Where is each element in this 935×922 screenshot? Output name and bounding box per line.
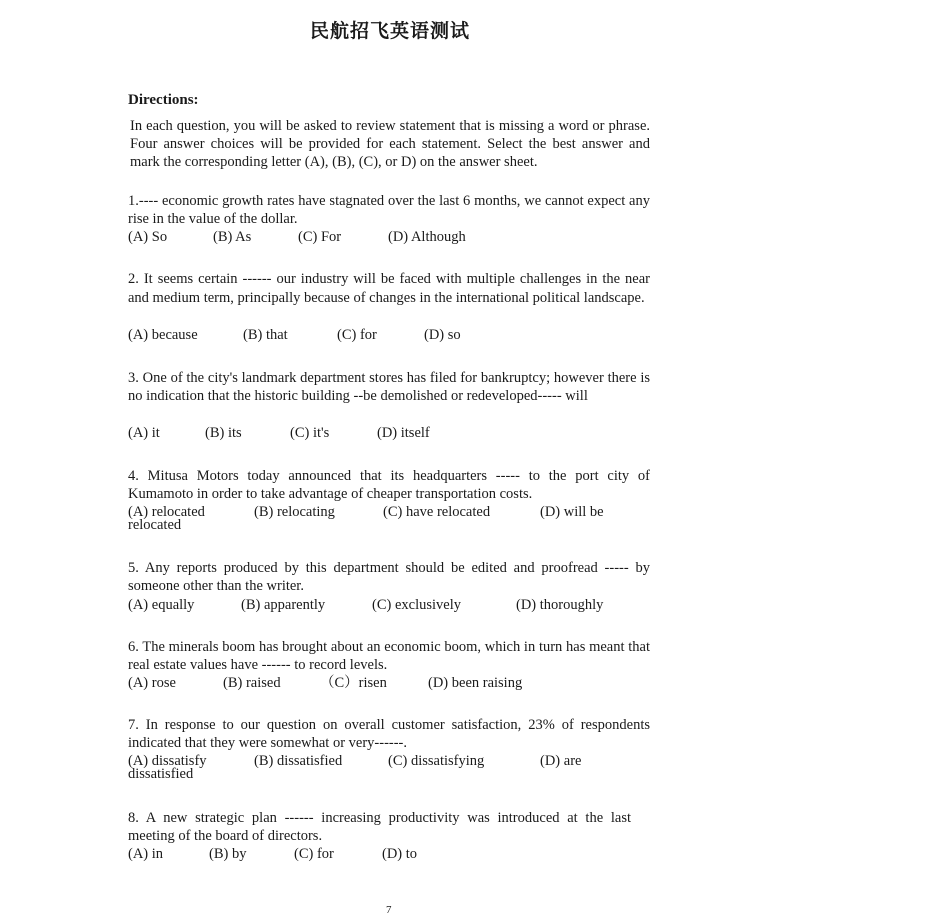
question-8-option-c[interactable]: (C) for <box>294 846 334 862</box>
question-3-option-a[interactable]: (A) it <box>128 425 160 441</box>
question-4-option-wrap: relocated <box>128 517 182 533</box>
question-7-option-wrap: dissatisfied <box>128 766 194 782</box>
directions-heading: Directions: <box>128 92 199 108</box>
question-3-option-d[interactable]: (D) itself <box>377 425 430 441</box>
question-2-option-b[interactable]: (B) that <box>243 327 288 343</box>
question-7-option-b[interactable]: (B) dissatisfied <box>254 753 343 769</box>
question-8-option-a[interactable]: (A) in <box>128 846 164 862</box>
question-8-stem: 8. A new strategic plan ------ increasing productivity was introduced at the last meeting of the board of directors. <box>128 810 631 844</box>
question-5-option-c[interactable]: (C) exclusively <box>372 597 461 613</box>
question-4-option-c[interactable]: (C) have relocated <box>383 504 491 520</box>
question-5-stem: 5. Any reports produced by this department should be edited and proofread ----- by someone other than the writer. <box>128 560 650 594</box>
question-4-stem: 4. Mitusa Motors today announced that its headquarters ----- to the port city of Kumamoto in order to take advantage of cheaper transportation costs. <box>128 468 650 502</box>
question-6-option-a[interactable]: (A) rose <box>128 675 176 691</box>
page-title: 民航招飞英语测试 <box>309 20 470 42</box>
question-1-stem: 1.---- economic growth rates have stagnated over the last 6 months, we cannot expect any rise in the value of the dollar. <box>128 193 650 227</box>
question-5-option-a[interactable]: (A) equally <box>128 597 195 613</box>
question-4-option-a[interactable]: (A) relocated <box>128 504 205 520</box>
question-8-option-d[interactable]: (D) to <box>382 846 418 862</box>
question-6-option-d[interactable]: (D) been raising <box>428 675 523 691</box>
question-7-option-d[interactable]: (D) are <box>540 753 582 769</box>
question-2-option-a[interactable]: (A) because <box>128 327 198 343</box>
directions-text: In each question, you will be asked to review statement that is missing a word or phrase. Four answer choices will be provided for each statement. Select the best answer and mark the corresponding letter (A), (B), (C), or D) on the answer sheet. <box>130 118 650 170</box>
question-6-option-b[interactable]: (B) raised <box>223 675 281 691</box>
question-4-option-d[interactable]: (D) will be <box>540 504 604 520</box>
question-6-option-c[interactable]: （C）risen <box>320 675 387 691</box>
question-7-stem: 7. In response to our question on overall customer satisfaction, 23% of respondents indicated that they were somewhat or very------. <box>128 717 650 751</box>
question-4-option-b[interactable]: (B) relocating <box>254 504 335 520</box>
question-2-stem: 2. It seems certain ------ our industry will be faced with multiple challenges in the near and medium term, principally because of changes in the international political landscape. <box>128 271 650 306</box>
question-6-stem: 6. The minerals boom has brought about an economic boom, which in turn has meant that real estate values have ------ to record levels. <box>128 639 650 673</box>
question-2-option-d[interactable]: (D) so <box>424 327 461 343</box>
question-7-option-a[interactable]: (A) dissatisfy <box>128 753 207 769</box>
question-1-option-c[interactable]: (C) For <box>298 229 342 245</box>
question-5-option-d[interactable]: (D) thoroughly <box>516 597 604 613</box>
question-3-option-c[interactable]: (C) it's <box>290 425 330 441</box>
question-8-option-b[interactable]: (B) by <box>209 846 247 862</box>
question-7-option-c[interactable]: (C) dissatisfying <box>388 753 485 769</box>
question-3-option-b[interactable]: (B) its <box>205 425 242 441</box>
question-3-stem: 3. One of the city's landmark department stores has filed for bankruptcy; however there is no indication that the historic building --be demolished or redeveloped----- will <box>128 370 650 404</box>
question-1-option-b[interactable]: (B) As <box>213 229 252 245</box>
question-5-option-b[interactable]: (B) apparently <box>241 597 326 613</box>
page-number: 7 <box>386 904 392 916</box>
question-1-option-d[interactable]: (D) Although <box>388 229 466 245</box>
question-2-option-c[interactable]: (C) for <box>337 327 377 343</box>
question-1-option-a[interactable]: (A) So <box>128 229 168 245</box>
